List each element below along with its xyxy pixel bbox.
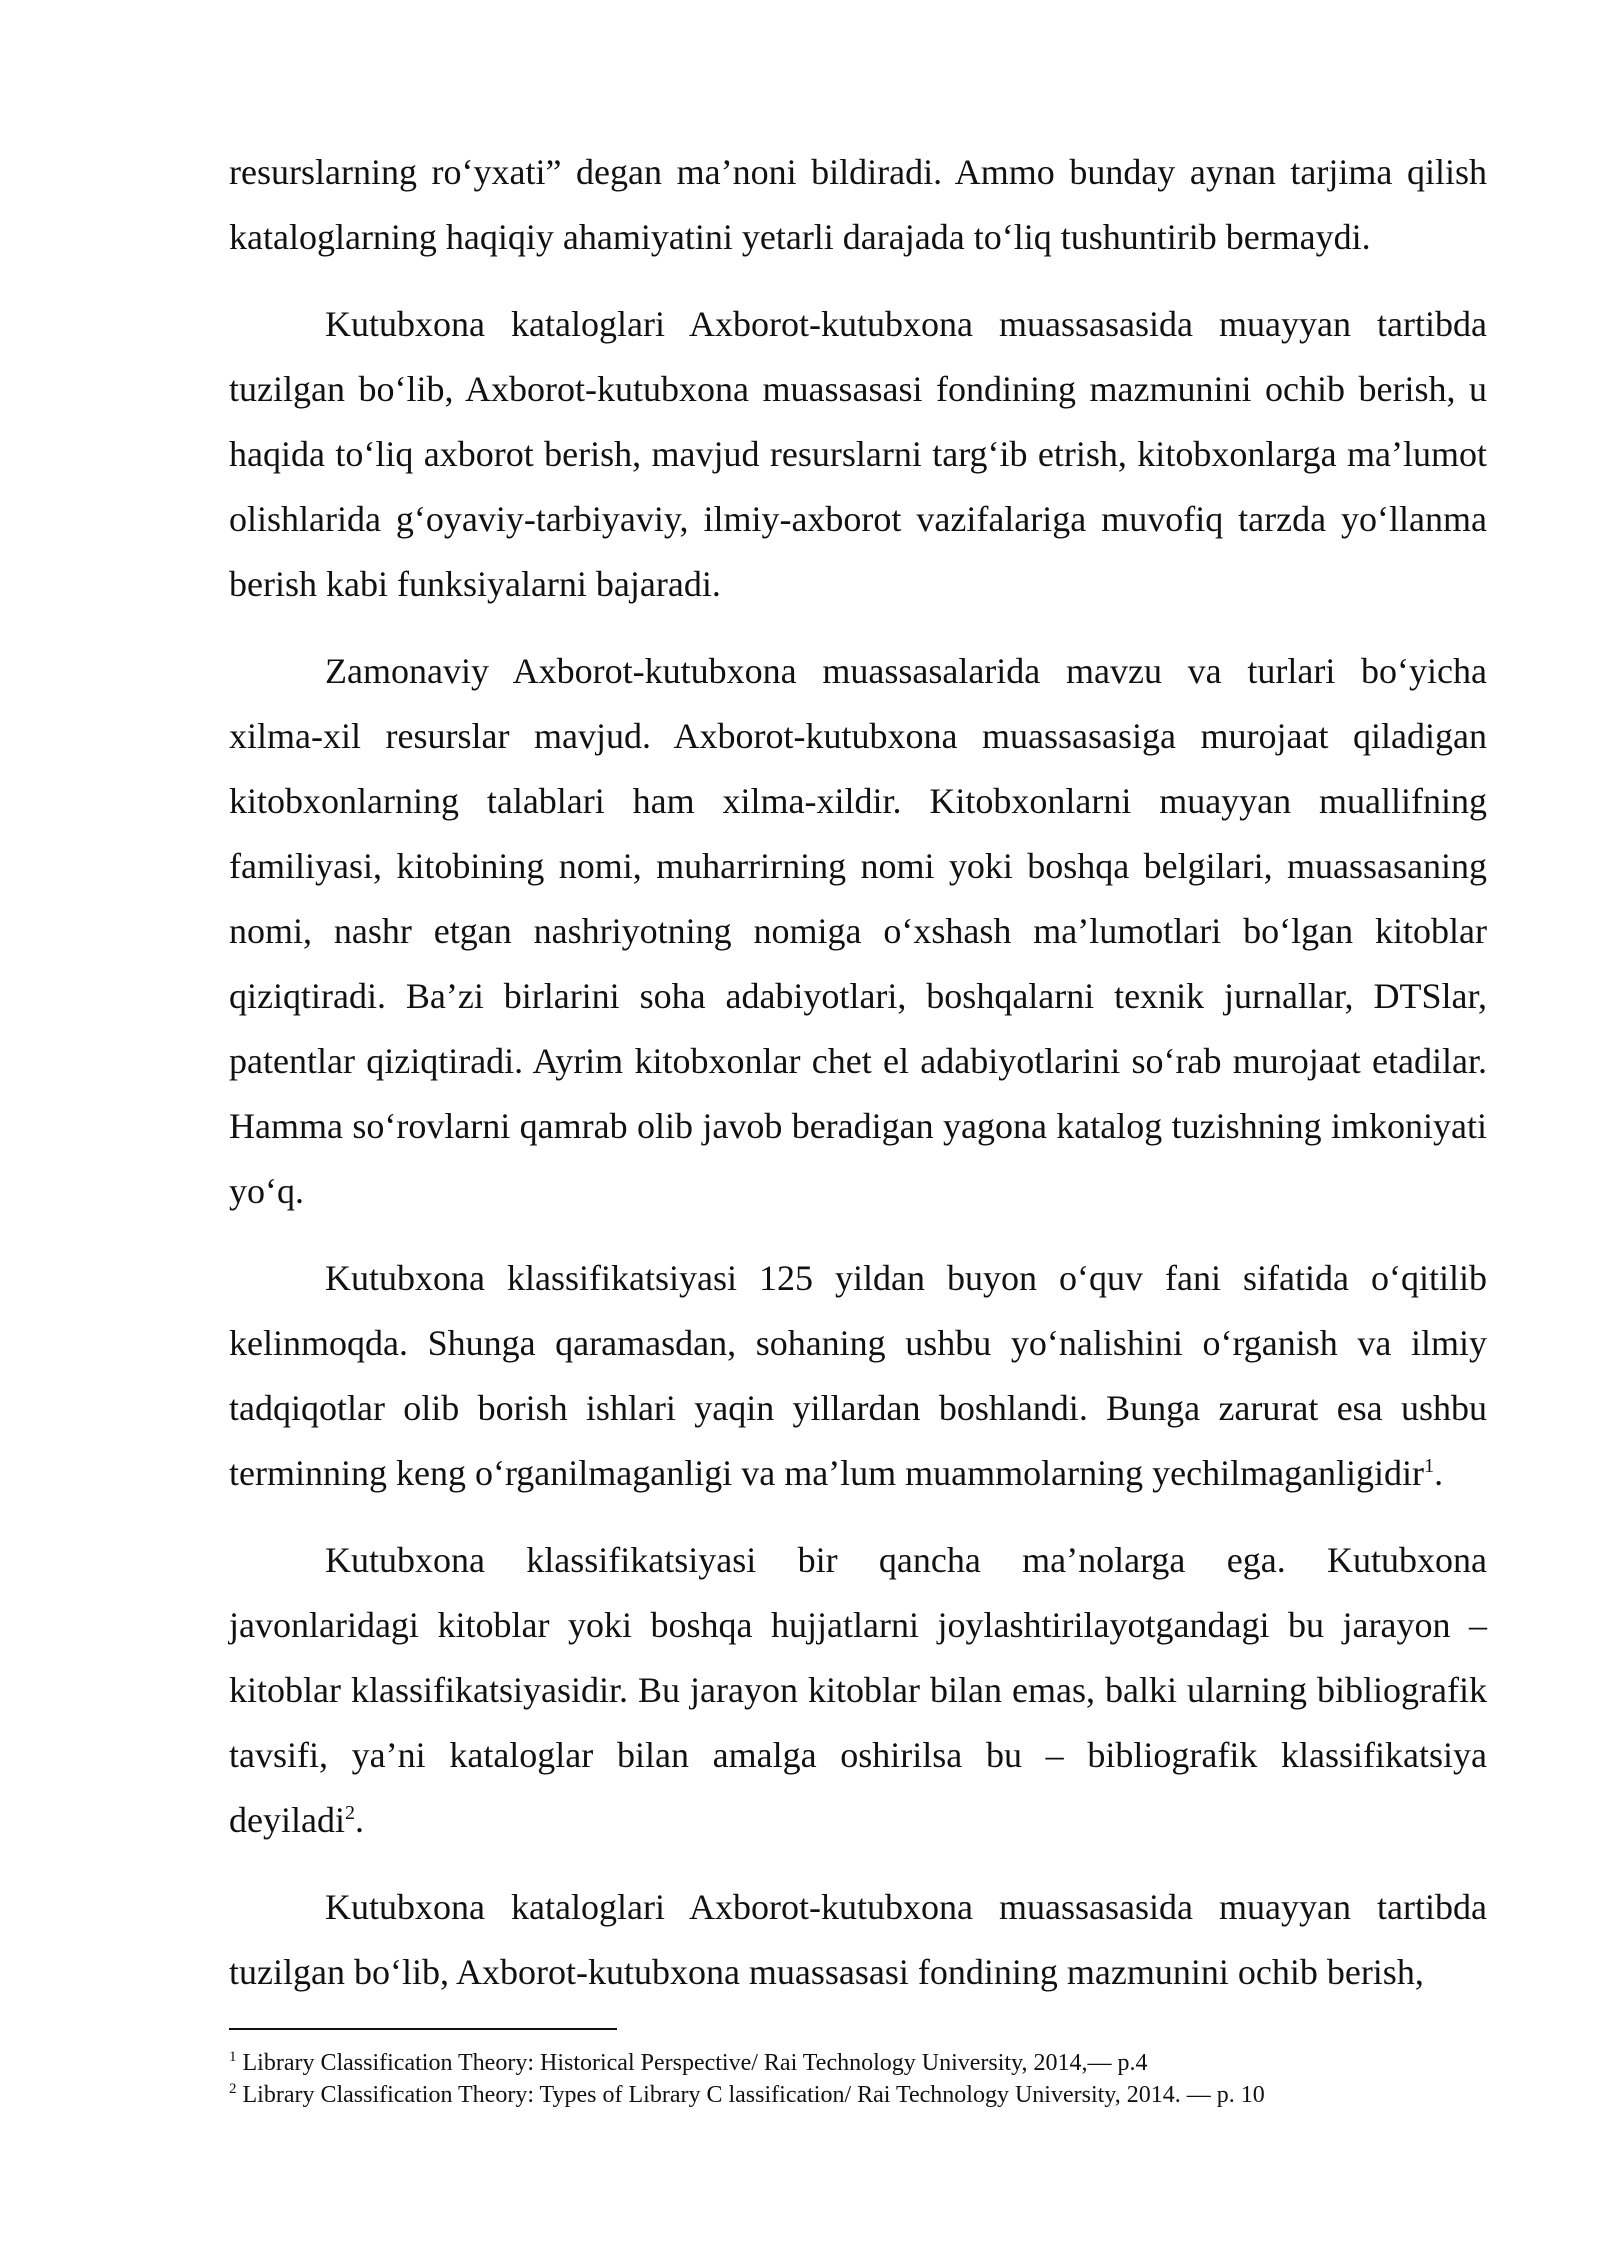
- footnote-number: 2: [229, 2081, 237, 2097]
- footnote-reference-1[interactable]: 1: [1424, 1455, 1435, 1477]
- paragraph-text: Kutubxona kataloglari Axborot-kutubxona muassasasida muayyan tartibda tuzilgan bo‘lib, Axborot-kutubxona muassasasi fondining mazmunini ochib berish,: [229, 1887, 1487, 1992]
- footnotes: [229, 2047, 1487, 2111]
- paragraph-text: Zamonaviy Axborot-kutubxona muassasalarida mavzu va turlari bo‘yicha xilma-xil resurslar mavjud. Axborot-kutubxona muassasasiga murojaat qiladigan kitobxonlarning talablari ham xilma-xildir. Kitobxonlarni muayyan muallifning familiyasi, kitobining nomi, muharrirning nomi yoki boshqa belgilari, muassasaning nomi, nashr etgan nashriyotning nomiga o‘xshash ma’lumotlari bo‘lgan kitoblar qiziqtiradi. Ba’zi birlarini soha adabiyotlari, boshqalarni texnik jurnallar, DTSlar, patentlar qiziqtiradi. Ayrim kitobxonlar chet el adabiyotlarini so‘rab murojaat etadilar. Hamma so‘rovlarni qamrab olib javob beradigan yagona katalog tuzishning imkoniyati yo‘q.: [229, 651, 1487, 1211]
- footnote-1: [229, 2047, 1487, 2079]
- paragraph-end-punctuation: .: [1434, 1453, 1444, 1493]
- body-text: [229, 140, 1487, 2027]
- footnote-number: 1: [229, 2049, 237, 2065]
- paragraph-classification-history: [229, 1246, 1487, 1506]
- paragraph-text: Kutubxona klassifikatsiyasi 125 yildan buyon o‘quv fani sifatida o‘qitilib kelinmoqda. Shunga qaramasdan, sohaning ushbu yo‘nalishini o‘rganish va ilmiy tadqiqotlar olib borish ishlari yaqin yillardan boshlandi. Bunga zarurat esa ushbu terminning keng o‘rganilmaganligi va ma’lum muammolarning yechilmaganligidir: [229, 1258, 1487, 1493]
- footnote-reference-2[interactable]: 2: [344, 1802, 355, 1824]
- paragraph-reader-requests: [229, 639, 1487, 1224]
- footnote-text: Library Classification Theory: Historical Perspective/ Rai Technology University, 2014,— p.4: [236, 2050, 1148, 2076]
- paragraph-text: resurslarning ro‘yxati” degan ma’noni bildiradi. Ammo bunday aynan tarjima qilish kataloglarning haqiqiy ahamiyatini yetarli darajada to‘liq tushuntirib bermaydi.: [229, 152, 1487, 257]
- paragraph-end-punctuation: .: [354, 1800, 364, 1840]
- paragraph-classification-meanings: [229, 1528, 1487, 1853]
- paragraph-text: Kutubxona kataloglari Axborot-kutubxona muassasasida muayyan tartibda tuzilgan bo‘lib, Axborot-kutubxona muassasasi fondining mazmunini ochib berish, u haqida to‘liq axborot berish, mavjud resurslarni targ‘ib etrish, kitobxonlarga ma’lumot olishlarida g‘oyaviy-tarbiyaviy, ilmiy-axborot vazifalariga muvofiq tarzda yo‘llanma berish kabi funksiyalarni bajaradi.: [229, 304, 1487, 604]
- paragraph-text: Kutubxona klassifikatsiyasi bir qancha ma’nolarga ega. Kutubxona javonlaridagi kitoblar yoki boshqa hujjatlarni joylashtirilayotgandagi bu jarayon – kitoblar klassifikatsiyasidir. Bu jarayon kitoblar bilan emas, balki ularning bibliografik tavsifi, ya’ni kataloglar bilan amalga oshirilsa bu – bibliografik klassifikatsiya deyiladi: [229, 1540, 1487, 1840]
- footnote-text: Library Classification Theory: Types of Library C lassification/ Rai Technology University, 2014. — p. 10: [236, 2082, 1265, 2108]
- footnote-2: [229, 2079, 1487, 2111]
- paragraph-catalog-functions: [229, 292, 1487, 617]
- paragraph-continuation: [229, 140, 1487, 270]
- paragraph-catalog-repeat: [229, 1875, 1487, 2005]
- footnote-separator: [229, 2028, 617, 2030]
